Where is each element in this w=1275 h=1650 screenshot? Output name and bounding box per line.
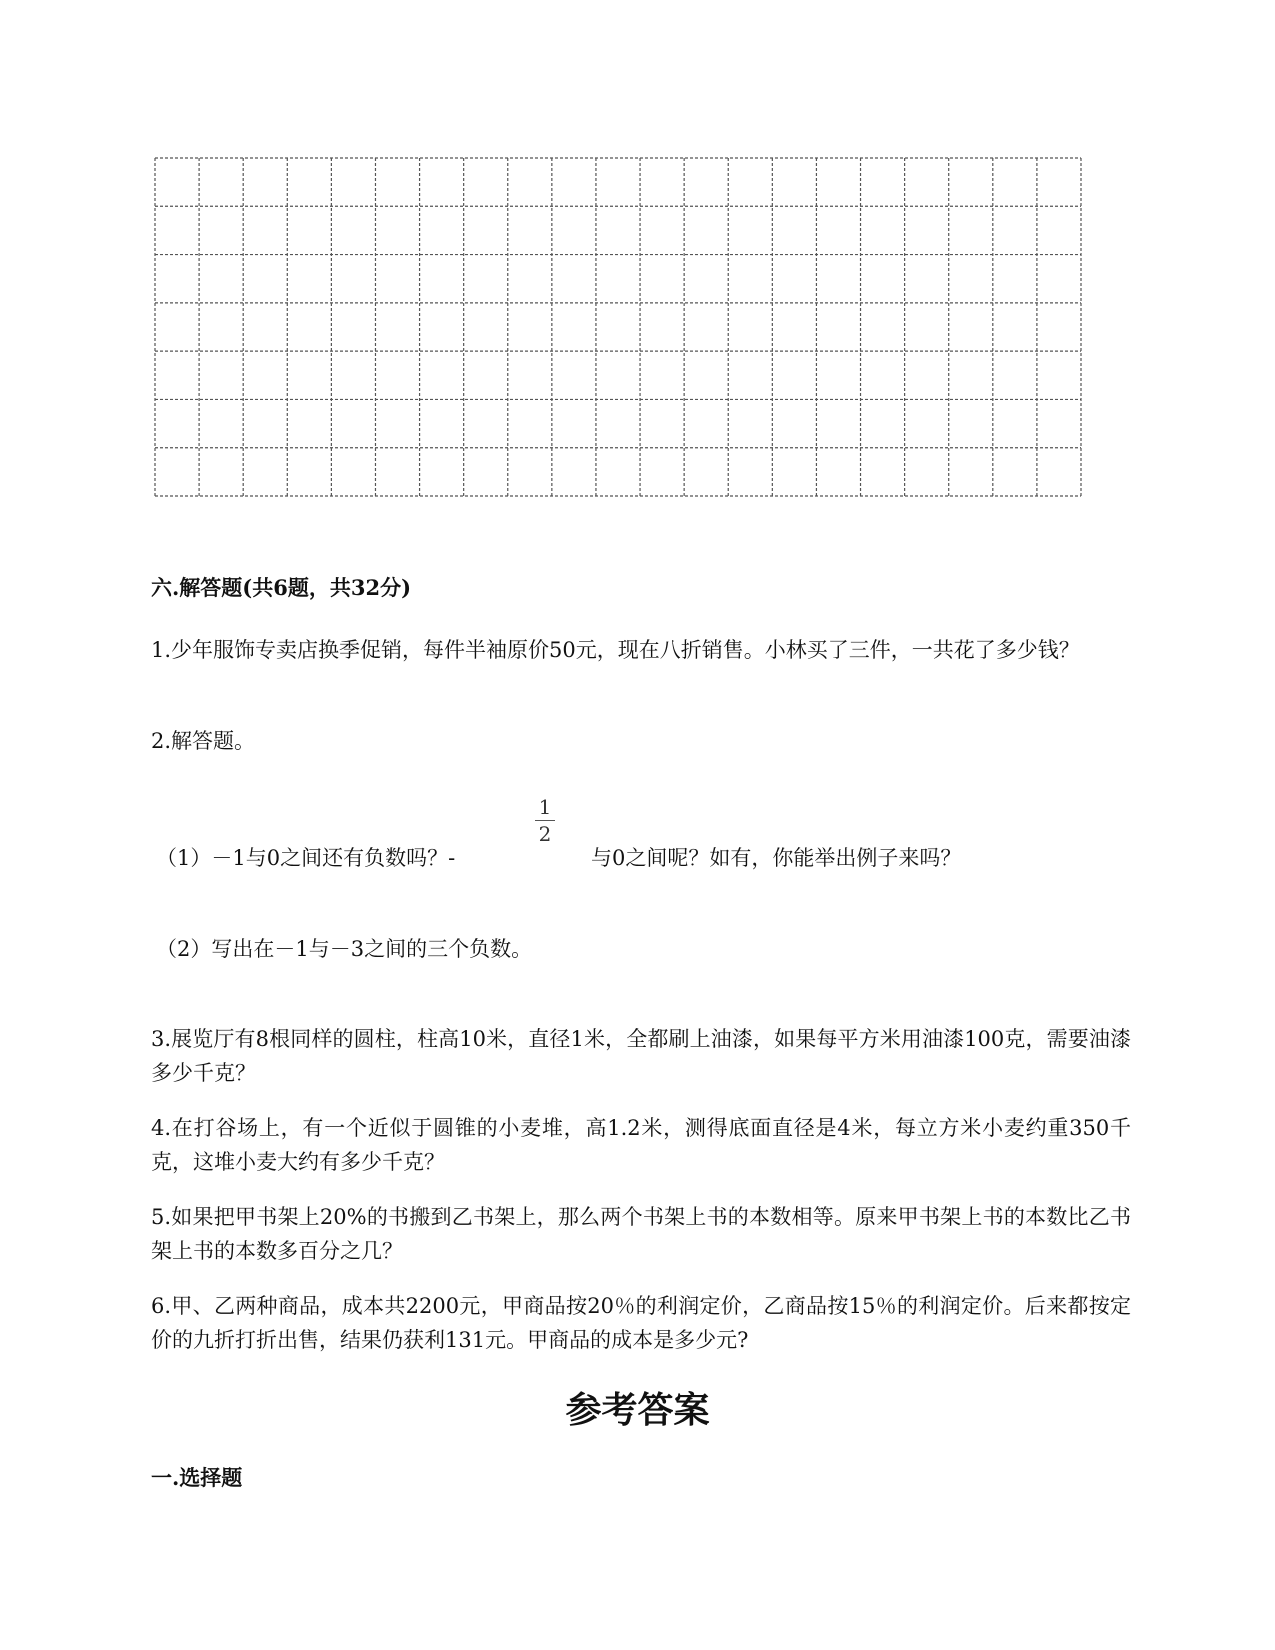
fraction-denominator: 2 <box>538 822 552 846</box>
dotted-grid-paper <box>154 157 1082 497</box>
answer-section-one-heading: 一.选择题 <box>151 1465 243 1490</box>
section-six-heading: 六.解答题(共6题，共32分) <box>151 575 412 600</box>
grid-svg <box>154 157 1082 497</box>
fraction-bar <box>535 820 555 821</box>
question-3: 3.展览厅有8根同样的圆柱，柱高10米，直径1米，全都刷上油漆，如果每平方米用油漆100克，需要油漆多少千克？ <box>151 1027 1131 1085</box>
fraction-numerator: 1 <box>538 795 552 819</box>
question-2-part-1-after: 与0之间呢？如有，你能举出例子来吗？ <box>591 846 962 870</box>
question-2-part-2: （2）写出在－1与－3之间的三个负数。 <box>156 937 533 961</box>
question-1: 1.少年服饰专卖店换季促销，每件半袖原价50元，现在八折销售。小林买了三件，一共花了多少钱？ <box>151 638 1080 662</box>
answer-key-title: 参考答案 <box>565 1389 710 1431</box>
question-5: 5.如果把甲书架上20%的书搬到乙书架上，那么两个书架上书的本数相等。原来甲书架上书的本数比乙书架上书的本数多百分之几？ <box>151 1205 1131 1263</box>
question-2-title: 2.解答题。 <box>151 729 256 753</box>
question-6: 6.甲、乙两种商品，成本共2200元，甲商品按20％的利润定价，乙商品按15％的利润定价。后来都按定价的九折打折出售，结果仍获利131元。甲商品的成本是多少元? <box>151 1294 1131 1352</box>
question-2-part-1-before: （1）－1与0之间还有负数吗？- <box>156 846 456 870</box>
question-4: 4.在打谷场上，有一个近似于圆锥的小麦堆，高1.2米，测得底面直径是4米，每立方米小麦约重350千克，这堆小麦大约有多少千克？ <box>151 1116 1131 1174</box>
fraction-one-half <box>533 796 557 845</box>
